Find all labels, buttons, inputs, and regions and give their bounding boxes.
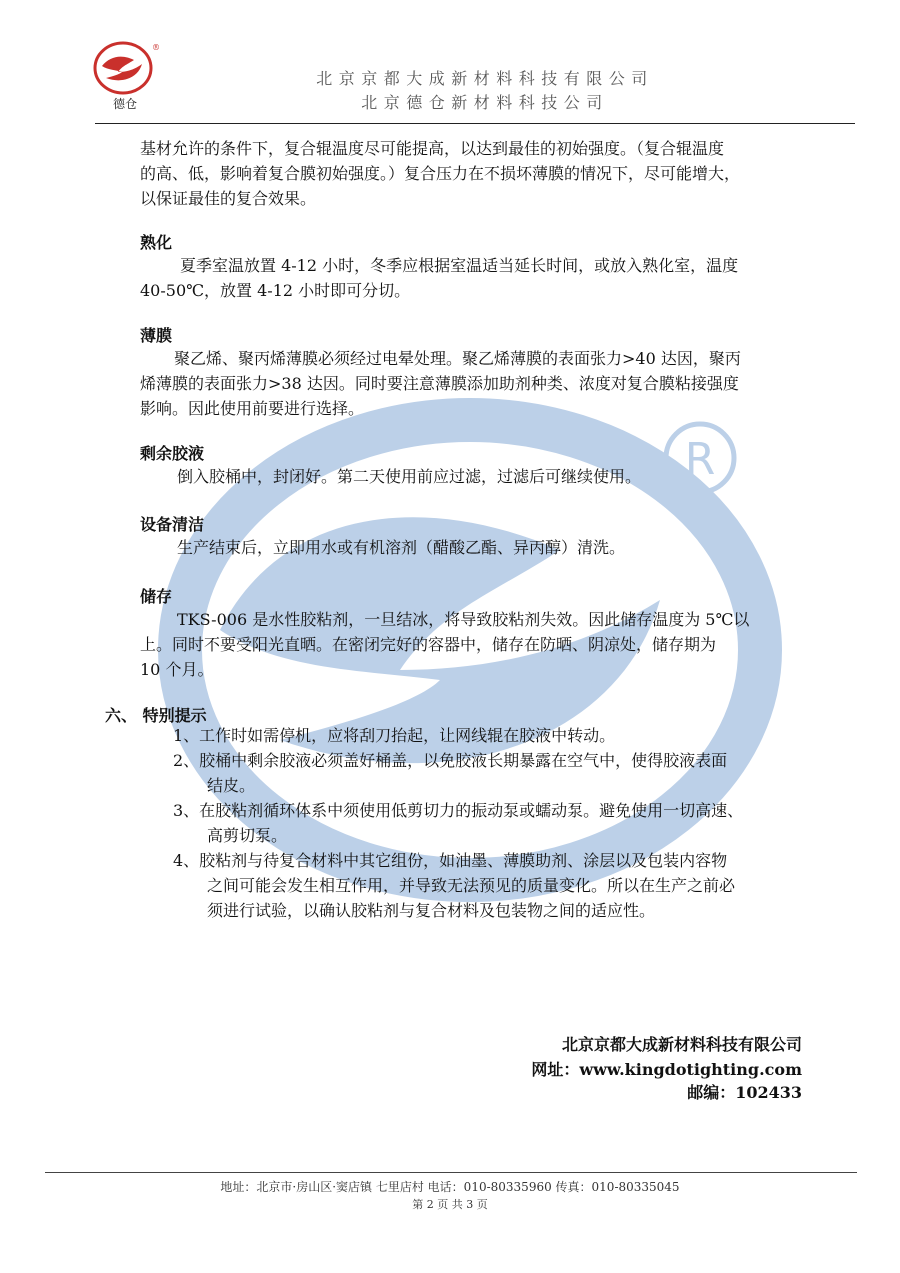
section-body-leftover — [140, 464, 641, 489]
body-line: 40-50℃，放置 4-12 小时即可分切。 — [140, 281, 411, 300]
list-item: 2、胶桶中剩余胶液必须盖好桶盖，以免胶液长期暴露在空气中，使得胶液表面 结皮。 — [173, 751, 728, 795]
header-company-line2: 北京德仓新材料科技公司 — [361, 93, 609, 112]
intro-line: 以保证最佳的复合效果。 — [140, 189, 317, 208]
body-line: 聚乙烯、聚丙烯薄膜必须经过电晕处理。聚乙烯薄膜的表面张力>40 达因，聚丙 — [174, 349, 741, 368]
list-item: 3、在胶粘剂循环体系中须使用低剪切力的振动泵或蠕动泵。避免使用一切高速、 高剪切泵。 — [173, 801, 744, 845]
section-title-cleaning: 设备清洁 — [140, 515, 205, 534]
body-line: 烯薄膜的表面张力>38 达因。同时要注意薄膜添加助剂种类、浓度对复合膜粘接强度 — [140, 374, 739, 393]
section-title-storage: 储存 — [140, 587, 173, 606]
section-body-storage — [140, 607, 749, 682]
footer-divider — [45, 1172, 857, 1173]
intro-line: 基材允许的条件下，复合辊温度尽可能提高，以达到最佳的初始强度。（复合辊温度 — [140, 139, 725, 158]
section-title-tips: 六、 特别提示 — [105, 706, 207, 725]
header-company-line1: 北京京都大成新材料科技有限公司 — [316, 69, 654, 88]
signature-postcode: 邮编：102433 — [687, 1083, 802, 1102]
registered-mark: ® — [152, 43, 160, 52]
list-item: 1、工作时如需停机，应将刮刀抬起，让网线辊在胶液中转动。 — [173, 726, 616, 745]
body-line: 上。同时不要受阳光直晒。在密闭完好的容器中，储存在防晒、阴凉处，储存期为 — [140, 635, 717, 654]
section-title-film: 薄膜 — [140, 326, 173, 345]
body-line: 10 个月。 — [140, 660, 214, 679]
section-body-curing — [140, 253, 738, 303]
section-title-leftover: 剩余胶液 — [140, 444, 205, 463]
body-line: 夏季室温放置 4-12 小时，冬季应根据室温适当延长时间，或放入熟化室，温度 — [180, 256, 739, 275]
logo-text: 德仓 — [112, 97, 138, 111]
svg-text:R: R — [684, 434, 716, 485]
body-line: 生产结束后，立即用水或有机溶剂（醋酸乙酯、异丙醇）清洗。 — [177, 538, 626, 557]
section-body-film — [140, 346, 741, 421]
body-line: 影响。因此使用前要进行选择。 — [140, 399, 365, 418]
header-divider — [95, 123, 855, 124]
signature-company: 北京京都大成新材料科技有限公司 — [561, 1035, 802, 1054]
intro-line: 的高、低，影响着复合膜初始强度。）复合压力在不损坏薄膜的情况下，尽可能增大， — [140, 164, 741, 183]
section-body-cleaning — [140, 535, 625, 560]
body-line: TKS-006 是水性胶粘剂，一旦结冰，将导致胶粘剂失效。因此储存温度为 5℃以 — [177, 610, 750, 629]
intro-paragraph — [140, 136, 740, 211]
body-line: 倒入胶桶中，封闭好。第二天使用前应过滤，过滤后可继续使用。 — [177, 467, 642, 486]
list-item: 4、胶粘剂与待复合材料中其它组份，如油墨、薄膜助剂、涂层以及包装内容物 之间可能会发生相互作用，并导致无法预见的质量变化。所以在生产之前必 须进行试验，以确认胶粘剂与复合材料及包装物之间的适应性。 — [173, 851, 736, 920]
page-number: 第 2 页 共 3 页 — [412, 1198, 488, 1211]
signature-website: 网址：www.kingdotighting.com — [531, 1060, 802, 1079]
footer-address: 地址：北京市·房山区·窦店镇 七里店村 电话：010-80335960 传真：010-80335045 — [220, 1180, 680, 1194]
tips-list — [173, 723, 743, 923]
section-title-curing: 熟化 — [140, 233, 173, 252]
